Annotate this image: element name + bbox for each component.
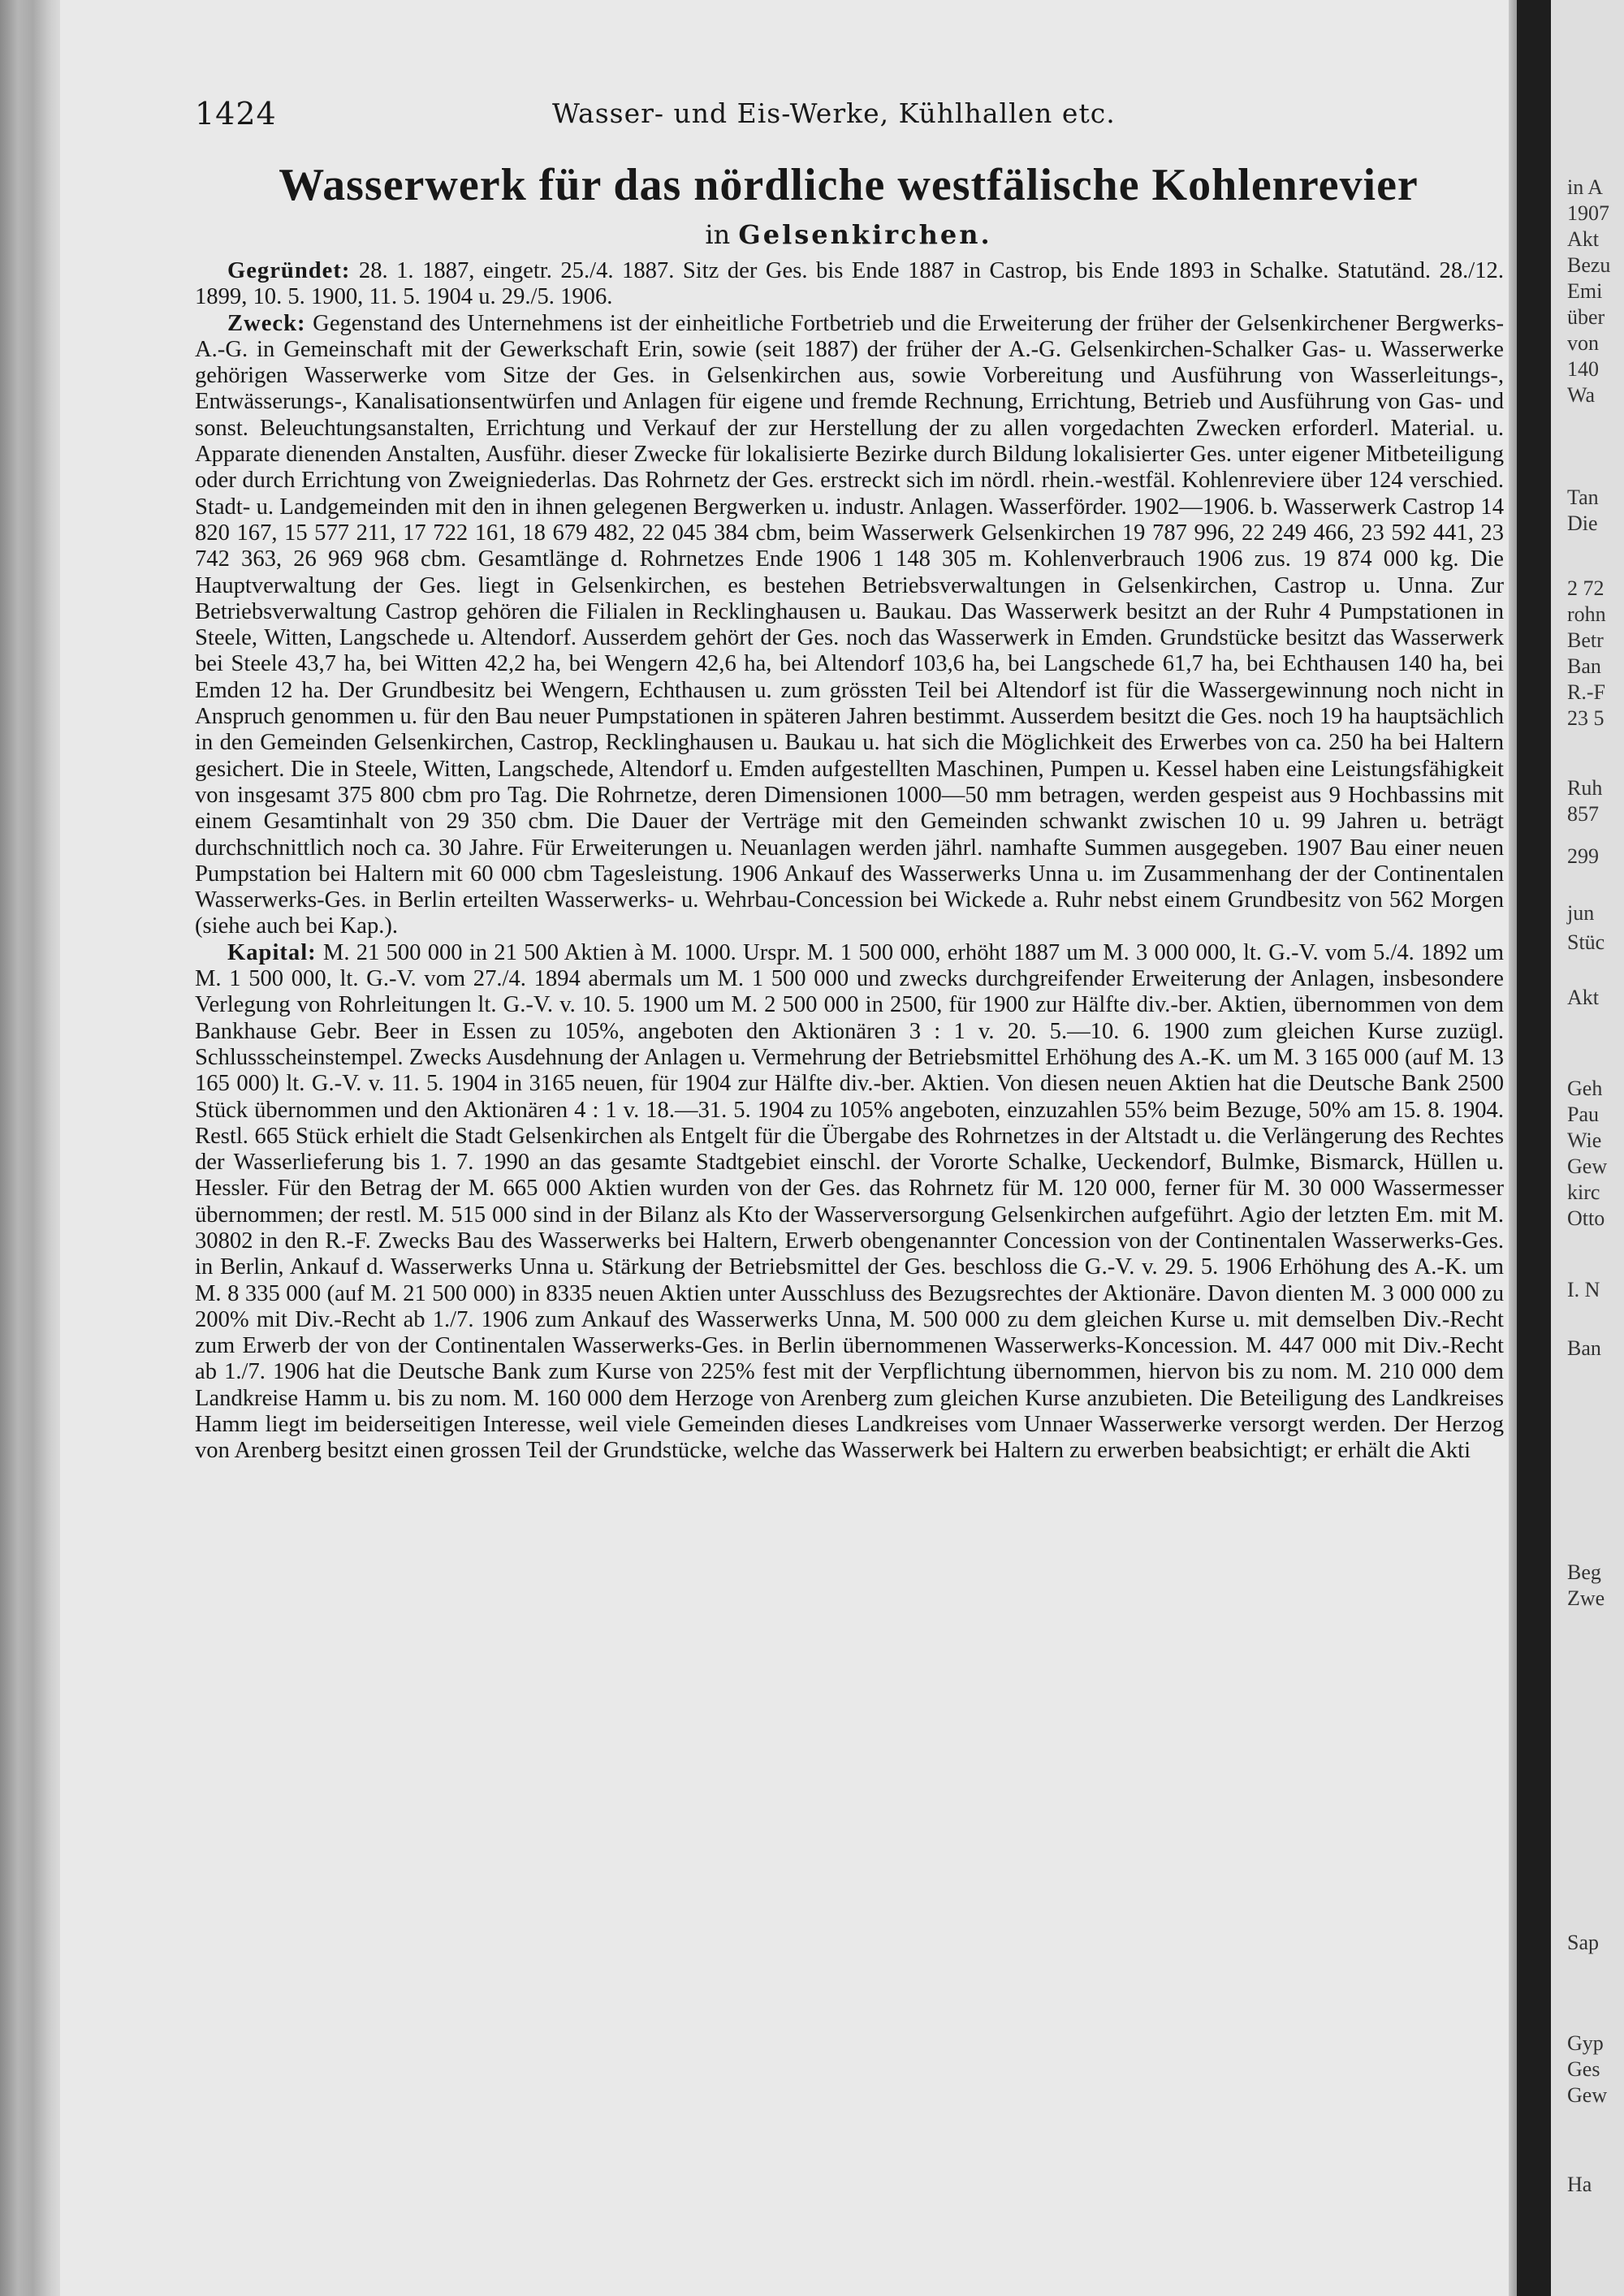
adjacent-fragment: 857: [1567, 802, 1599, 826]
adjacent-fragment: Ges: [1567, 2057, 1600, 2081]
adjacent-fragment: Akt: [1567, 227, 1599, 251]
company-title: Wasserwerk für das nördliche westfälische Kohlenrevier: [279, 160, 1419, 210]
adjacent-fragment: 2 72: [1567, 576, 1605, 600]
adjacent-fragment: rohn: [1567, 602, 1606, 626]
adjacent-fragment: Stüc: [1567, 930, 1605, 954]
adjacent-page: [1551, 0, 1624, 2296]
adjacent-fragment: Ruh: [1567, 776, 1603, 800]
adjacent-fragment: I. N: [1567, 1278, 1600, 1301]
section-gegruendet: [195, 258, 1504, 311]
adjacent-fragment: Tan: [1567, 486, 1599, 509]
location-city: Gelsenkirchen.: [738, 219, 992, 250]
adjacent-fragment: Gew: [1567, 2083, 1608, 2107]
adjacent-fragment: Pau: [1567, 1103, 1599, 1126]
adjacent-fragment: R.-F: [1567, 680, 1605, 704]
adjacent-fragment: Bezu: [1567, 253, 1611, 277]
adjacent-fragment: Ha: [1567, 2173, 1592, 2196]
section-text: Gegenstand des Unternehmens ist der einheitliche Fortbetrieb und die Erweiterung der früher der Gelsenkirchener Bergwerks-A.-G. in Gemeinschaft mit der Gewerkschaft Erin, sowie (seit 1887) der früher der A.-G. Gelsenkirchen-Schalker Gas- u. Wasserwerke gehörigen Wasserwerke vom Sitze der Ges. in Gelsenkirchen aus, sowie Vorbereitung und Ausführung von Wasserleitungs-, Entwässerungs-, Kanalisationsentwürfen und Anlagen für eigene und fremde Rechnung, Errichtung, Betrieb und Ausführung von Gas- und sonst. Beleuchtungsanstalten, Errichtung und Verkauf der zur Herstellung der zu allen vorgedachten Zwecken erforderl. Material. u. Apparate dienenden Anstalten, Ausführ. dieser Zwecke für lokalisierte Bezirke durch Bildung lokalisierter Ges. unter eigener Mitbeteiligung oder durch Errichtung von Zweigniederlas. Das Rohrnetz der Ges. erstreckt sich im nördl. rhein.-westfäl. Kohlenreviere über 124 verschied. Stadt- u. Landgemeinden mit den in ihnen gelegenen Bergwerken u. industr. Anlagen. Wasserförder. 1902—1906. b. Wasserwerk Castrop 14 820 167, 15 577 211, 17 722 161, 18 679 482, 22 045 384 cbm, beim Wasserwerk Gelsenkirchen 19 787 996, 22 249 466, 23 592 441, 23 742 363, 26 969 968 cbm. Gesamtlänge d. Rohrnetzes Ende 1906 1 148 305 m. Kohlenverbrauch 1906 zus. 19 874 000 kg. Die Hauptverwaltung der Ges. liegt in Gelsenkirchen, es bestehen Betriebsverwaltungen in Gelsenkirchen, Castrop u. Unna. Zur Betriebsverwaltung Castrop gehören die Filialen in Recklinghausen u. Baukau. Das Wasserwerk besitzt an der Ruhr 4 Pumpstationen in Steele, Witten, Langschede u. Altendorf. Ausserdem gehört der Ges. noch das Wasserwerk in Emden. Grundstücke besitzt das Wasserwerk bei Steele 43,7 ha, bei Witten 42,2 ha, bei Wengern 42,6 ha, bei Altendorf 103,6 ha, bei Langschede 61,7 ha, bei Echthausen 140 ha, bei Emden 12 ha. Der Grundbesitz bei Wengern, Echthausen u. zum grössten Teil bei Altendorf ist für die Wassergewinnung noch nicht in Anspruch genommen u. für den Bau neuer Pumpstationen in späteren Jahren bestimmt. Ausserdem besitzt die Ges. noch 19 ha hauptsächlich in den Gemeinden Gelsenkirchen, Castrop, Recklinghausen u. Baukau u. hat sich die Möglichkeit des Erwerbes von ca. 250 ha bei Haltern gesichert. Die in Steele, Witten, Langschede, Altendorf u. Emden aufgestellten Maschinen, Pumpen u. Kessel haben eine Leistungsfähigkeit von insgesamt 375 800 cbm pro Tag. Die Rohrnetze, deren Dimensionen 1000—50 mm betragen, werden gespeist aus 9 Hochbassins mit einem Gesamtinhalt von 29 350 cbm. Die Dauer der Verträge mit den Gemeinden schwankt zwischen 10 u. 99 Jahren u. beträgt durchschnittlich noch ca. 30 Jahre. Für Erweiterungen u. Neuanlagen werden jährl. namhafte Summen ausgegeben. 1907 Bau einer neuen Pumpstation bei Haltern mit 60 000 cbm Tagesleistung. 1906 Ankauf des Wasserwerks Unna u. im Zusammenhang der der Continentalen Wasserwerks-Ges. in Berlin erteilten Wasserwerks- u. Wehrbau-Concession bei Wickede a. Ruhr nebst einem Grundbesitz von 562 Morgen (siehe auch bei Kap.).: [195, 310, 1505, 939]
adjacent-fragment: Betr: [1567, 628, 1604, 652]
section-label: Zweck:: [227, 310, 306, 336]
company-location: [195, 219, 1502, 250]
section-label: Kapital:: [227, 939, 317, 965]
adjacent-fragment: Beg: [1567, 1560, 1601, 1584]
adjacent-fragment: über: [1567, 305, 1605, 329]
adjacent-fragment: Akt: [1567, 986, 1599, 1009]
adjacent-fragment: Ban: [1567, 654, 1601, 678]
running-title: Wasser- und Eis-Werke, Kühlhallen etc.: [552, 97, 1116, 129]
adjacent-fragment: jun: [1567, 901, 1595, 925]
adjacent-fragment: Emi: [1567, 279, 1603, 303]
adjacent-fragment: in A: [1567, 175, 1604, 199]
section-text: 28. 1. 1887, eingetr. 25./4. 1887. Sitz der Ges. bis Ende 1887 in Castrop, bis Ende 1893 in Schalke. Statutänd. 28./12. 1899, 10. 5. 1900, 11. 5. 1904 u. 29./5. 1906.: [195, 258, 1504, 310]
adjacent-fragment: 1907: [1567, 201, 1609, 225]
section-zweck: [195, 311, 1504, 940]
adjacent-fragment: Wie: [1567, 1129, 1602, 1152]
adjacent-fragment: Geh: [1567, 1077, 1603, 1100]
adjacent-fragment: Zwe: [1567, 1586, 1605, 1610]
book-gutter: [0, 0, 60, 2296]
section-text: M. 21 500 000 in 21 500 Aktien à M. 1000. Urspr. M. 1 500 000, erhöht 1887 um M. 3 000 000, lt. G.-V. vom 5./4. 1892 um M. 1 500 000, lt. G.-V. vom 27./4. 1894 abermals um M. 1 500 000 und zwecks durchgreifender Erweiterung der Anlagen, insbesondere Verlegung von Rohrleitungen lt. G.-V. v. 10. 5. 1900 um M. 2 500 000 in 2500, für 1900 zur Hälfte div.-ber. Aktien, übernommen von dem Bankhause Gebr. Beer in Essen zu 105%, angeboten den Aktionären 3 : 1 v. 20. 5.—10. 6. 1900 zum gleichen Kurse zuzügl. Schlussscheinstempel. Zwecks Ausdehnung der Anlagen u. Vermehrung der Betriebsmittel Erhöhung des A.-K. um M. 3 165 000 (auf M. 13 165 000) lt. G.-V. v. 11. 5. 1904 in 3165 neuen, für 1904 zur Hälfte div.-ber. Aktien. Von diesen neuen Aktien hat die Deutsche Bank 2500 Stück übernommen und den Aktionären 4 : 1 v. 18.—31. 5. 1904 zu 105% angeboten, einzuzahlen 55% beim Bezuge, 50% am 15. 8. 1904. Restl. 665 Stück erhielt die Stadt Gelsenkirchen als Entgelt für die Übergabe des Rohrnetzes in der Altstadt u. die Verlängerung des Rechtes der Wasserlieferung bis 1. 7. 1990 an das gesamte Stadtgebiet einschl. der Vororte Schalke, Ueckendorf, Bulmke, Bismarck, Hüllen u. Hessler. Für den Betrag der M. 665 000 Aktien wurden von der Ges. das Rohrnetz für M. 120 000, ferner für M. 30 000 Wassermesser übernommen; der restl. M. 515 000 sind in der Bilanz als Kto der Wasserversorgung Gelsenkirchen aufgeführt. Agio der letzten Em. mit M. 30802 in den R.-F. Zwecks Bau des Wasserwerks bei Haltern, Erwerb obengenannter Concession von der Continentalen Wasserwerks-Ges. in Berlin, Ankauf d. Wasserwerks Unna u. Stärkung der Betriebsmittel der Ges. beschloss die G.-V. v. 29. 5. 1906 Erhöhung des A.-K. um M. 8 335 000 (auf M. 21 500 000) in 8335 neuen Aktien unter Ausschluss des Bezugsrechtes der Aktionäre. Davon dienten M. 3 000 000 zu 200% mit Div.-Recht ab 1./7. 1906 zum Ankauf des Wasserwerks Unna, M. 500 000 zu dem gleichen Kurse u. mit demselben Div.-Recht zum Erwerb der von der Continentalen Wasserwerks-Ges. in Berlin übernommenen Wasserwerks-Koncession. M. 447 000 mit Div.-Recht ab 1./7. 1906 hat die Deutsche Bank zum Kurse von 225% fest mit der Verpflichtung übernommen, hiervon bis zu nom. M. 210 000 dem Landkreise Hamm u. bis zu nom. M. 160 000 dem Herzoge von Arenberg zum gleichen Kurse anzubieten. Die Beteiligung des Landkreises Hamm liegt im beiderseitigen Interesse, weil viele Gemeinden dieses Landkreises vom Unnaer Wasserwerke versorgt werden. Der Herzog von Arenberg besitzt einen grossen Teil der Grundstücke, welche das Wasserwerk bei Haltern zu erwerben beabsichtigt; er erhält die Akti: [195, 939, 1504, 1464]
section-kapital: [195, 940, 1504, 1465]
adjacent-fragment: 140: [1567, 357, 1599, 381]
adjacent-fragment: Wa: [1567, 383, 1595, 407]
book-spine: [1517, 0, 1551, 2296]
adjacent-fragment: Gew: [1567, 1154, 1608, 1178]
adjacent-fragment: von: [1567, 331, 1599, 355]
adjacent-fragment: Ban: [1567, 1336, 1601, 1360]
adjacent-fragment: Gyp: [1567, 2031, 1604, 2055]
adjacent-fragment: kirc: [1567, 1180, 1600, 1204]
running-head: [195, 96, 1486, 135]
adjacent-fragment: Die: [1567, 511, 1598, 535]
section-label: Gegründet:: [227, 258, 351, 283]
page-number: 1424: [195, 96, 277, 132]
page-edge: [1509, 0, 1517, 2296]
location-prefix: in: [705, 219, 731, 250]
entry-body: [195, 258, 1504, 1465]
adjacent-fragment: 23 5: [1567, 706, 1605, 730]
adjacent-fragment: 299: [1567, 844, 1599, 868]
adjacent-fragment: Otto: [1567, 1206, 1605, 1230]
adjacent-fragment: Sap: [1567, 1931, 1599, 1954]
